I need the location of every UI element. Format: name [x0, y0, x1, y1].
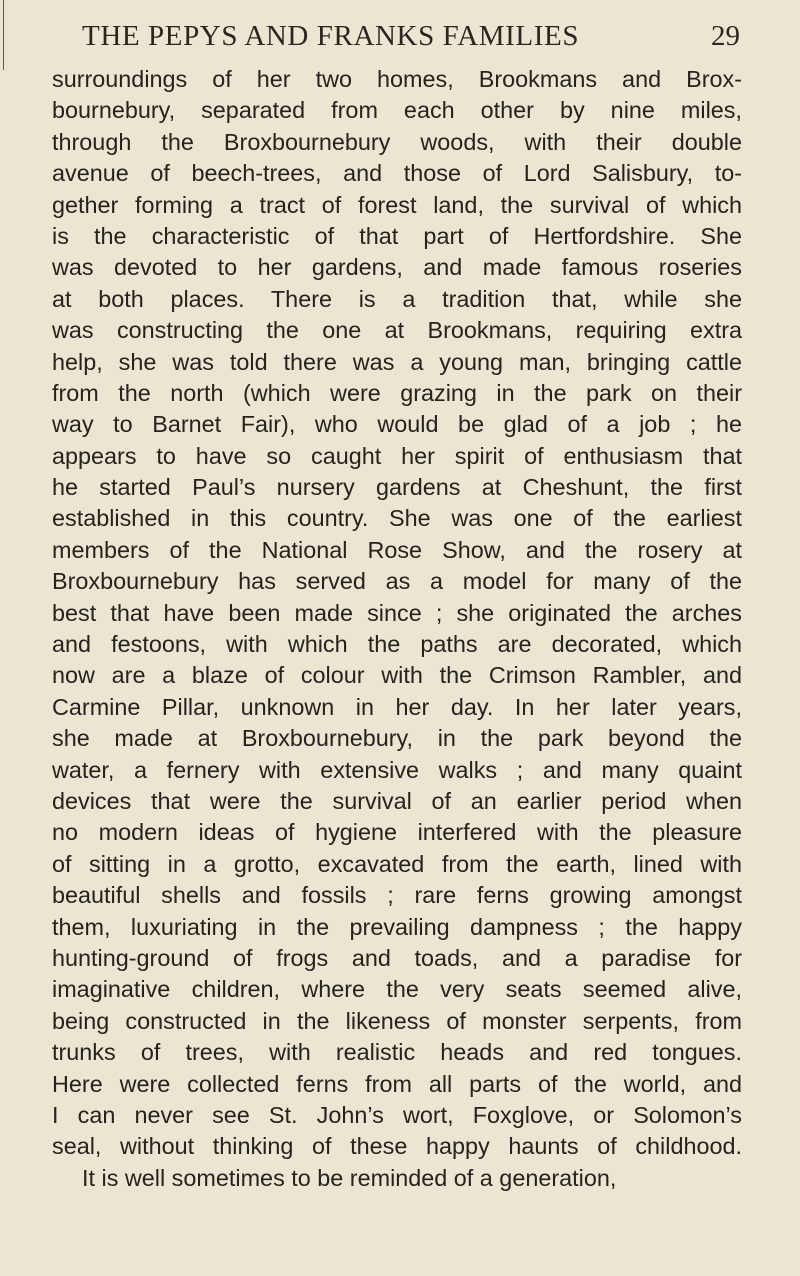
text-line: members of the National Rose Show, and the rosery at	[52, 536, 742, 563]
text-line: best that have been made since ; she originated the arches	[52, 599, 742, 626]
text-line: is the characteristic of that part of Hertfordshire. She	[52, 222, 742, 249]
text-line: of sitting in a grotto, excavated from the earth, lined with	[52, 850, 742, 877]
text-line: Here were collected ferns from all parts of the world, and	[52, 1070, 742, 1097]
text-line: no modern ideas of hygiene interfered with the pleasure	[52, 819, 742, 846]
text-line: now are a blaze of colour with the Crimson Rambler, and	[52, 662, 742, 689]
text-line: established in this country. She was one of the earliest	[52, 505, 742, 532]
text-line: gether forming a tract of forest land, the survival of which	[52, 191, 742, 218]
text-line: Carmine Pillar, unknown in her day. In her later years,	[52, 693, 742, 720]
text-line: he started Paul’s nursery gardens at Cheshunt, the first	[52, 474, 742, 501]
running-title: THE PEPYS AND FRANKS FAMILIES	[82, 20, 580, 52]
text-line: hunting-ground of frogs and toads, and a paradise for	[52, 944, 742, 971]
text-line: them, luxuriating in the prevailing dampness ; the happy	[52, 913, 742, 940]
text-line: through the Broxbournebury woods, with their double	[52, 128, 742, 155]
text-line: beautiful shells and fossils ; rare ferns growing amongst	[52, 882, 742, 909]
text-line: she made at Broxbournebury, in the park beyond the	[52, 725, 742, 752]
text-line: bournebury, separated from each other by nine miles,	[52, 97, 742, 124]
text-line: seal, without thinking of these happy haunts of childhood.	[52, 1133, 742, 1160]
body-text	[52, 64, 742, 1194]
text-line: water, a fernery with extensive walks ; and many quaint	[52, 756, 742, 783]
text-line: It is well sometimes to be reminded of a generation,	[82, 1164, 617, 1191]
text-line: trunks of trees, with realistic heads and red tongues.	[52, 1039, 742, 1066]
text-line: being constructed in the likeness of monster serpents, from	[52, 1007, 742, 1034]
page-header	[82, 20, 740, 60]
text-line: avenue of beech-trees, and those of Lord Salisbury, to-	[52, 160, 742, 187]
text-line: at both places. There is a tradition that, while she	[52, 285, 742, 312]
page-edge-mark	[3, 0, 4, 70]
text-line: way to Barnet Fair), who would be glad of a job ; he	[52, 411, 742, 438]
text-line: I can never see St. John’s wort, Foxglove, or Solomon’s	[52, 1101, 742, 1128]
page-number: 29	[711, 20, 740, 52]
text-line: appears to have so caught her spirit of enthusiasm that	[52, 442, 742, 469]
text-line: surroundings of her two homes, Brookmans and Brox-	[52, 66, 742, 92]
text-line: imaginative children, where the very seats seemed alive,	[52, 976, 742, 1003]
text-line: help, she was told there was a young man, bringing cattle	[52, 348, 742, 375]
text-line: devices that were the survival of an earlier period when	[52, 787, 742, 814]
text-line: was devoted to her gardens, and made famous roseries	[52, 254, 742, 281]
text-line: was constructing the one at Brookmans, requiring extra	[52, 317, 742, 344]
text-line: Broxbournebury has served as a model for many of the	[52, 568, 742, 595]
text-line: from the north (which were grazing in the park on their	[52, 379, 742, 406]
text-line: and festoons, with which the paths are decorated, which	[52, 631, 742, 658]
